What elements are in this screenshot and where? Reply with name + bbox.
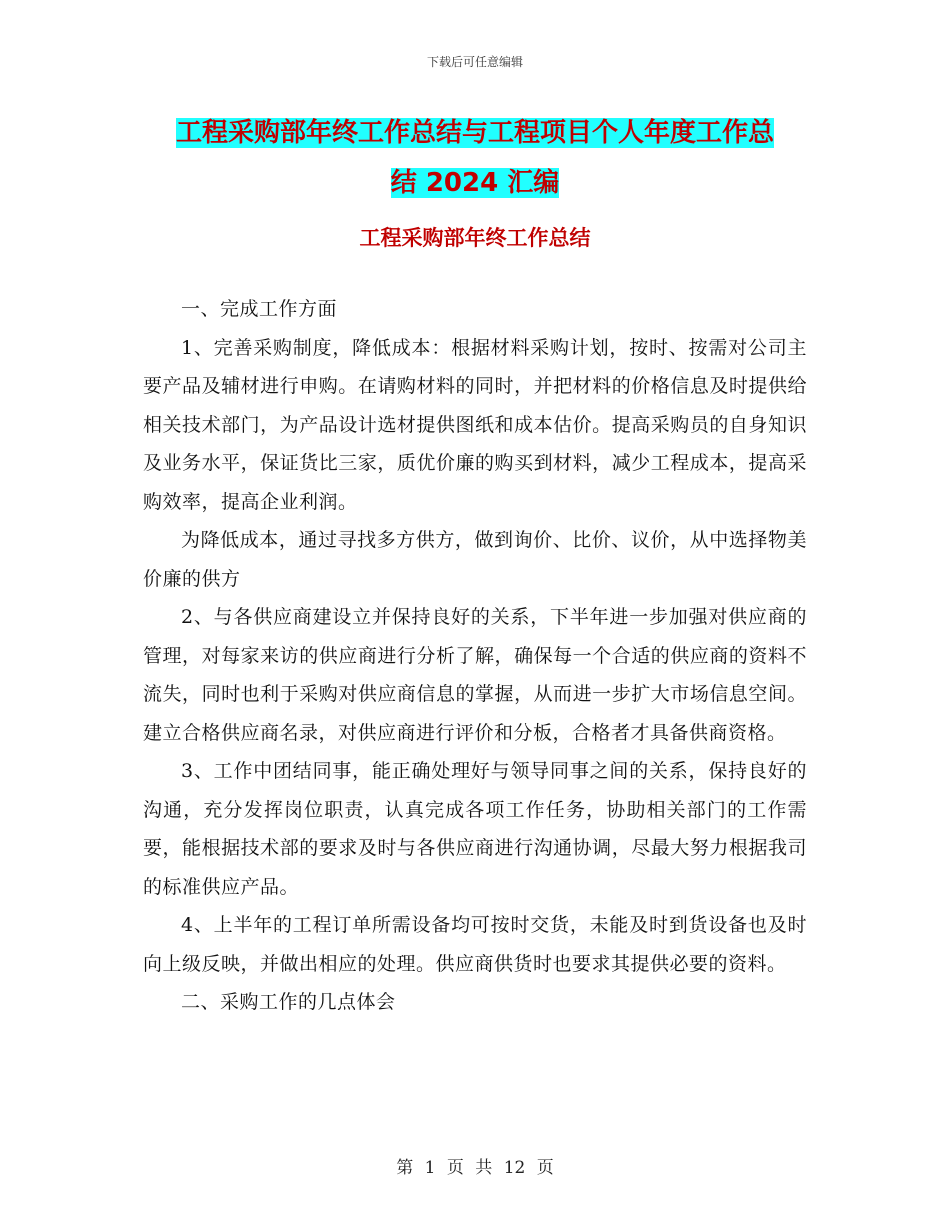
document-title: [143, 108, 807, 208]
paragraph: 1、完善采购制度，降低成本：根据材料采购计划，按时、按需对公司主要产品及辅材进行申购。在请购材料的同时，并把材料的价格信息及时提供给相关技术部门，为产品设计选材提供图纸和成本估价。提高采购员的自身知识及业务水平，保证货比三家，质优价廉的购买到材料，减少工程成本，提高采购效率，提高企业利润。: [143, 336, 807, 513]
document-title-line2: 结 2024 汇编: [390, 168, 560, 198]
paragraph: 为降低成本，通过寻找多方供方，做到询价、比价、议价，从中选择物美价廉的供方: [143, 529, 807, 590]
document-body: [143, 290, 807, 1022]
header-note: 下载后可任意编辑: [426, 55, 523, 69]
paragraph: 2、与各供应商建设立并保持良好的关系，下半年进一步加强对供应商的管理，对每家来访的供应商进行分析了解，确保每一个合适的供应商的资料不流失，同时也利于采购对供应商信息的掌握，从而进一步扩大市场信息空间。建立合格供应商名录，对供应商进行评价和分板，合格者才具备供商资格。: [143, 606, 807, 744]
page-footer: 第 1 页 共 12 页: [396, 1158, 554, 1178]
section-title: 工程采购部年终工作总结: [359, 226, 591, 250]
paragraph: 4、上半年的工程订单所需设备均可按时交货，未能及时到货设备也及时向上级反映，并做出相应的处理。供应商供货时也要求其提供必要的资料。: [143, 914, 807, 975]
paragraph: 二、采购工作的几点体会: [181, 991, 396, 1013]
paragraph: 3、工作中团结同事，能正确处理好与领导同事之间的关系，保持良好的沟通，充分发挥岗位职责，认真完成各项工作任务，协助相关部门的工作需要，能根据技术部的要求及时与各供应商进行沟通协调，尽最大努力根据我司的标准供应产品。: [143, 760, 807, 898]
paragraph: 一、完成工作方面: [181, 298, 338, 320]
document-title-line1: 工程采购部年终工作总结与工程项目个人年度工作总: [175, 118, 774, 148]
